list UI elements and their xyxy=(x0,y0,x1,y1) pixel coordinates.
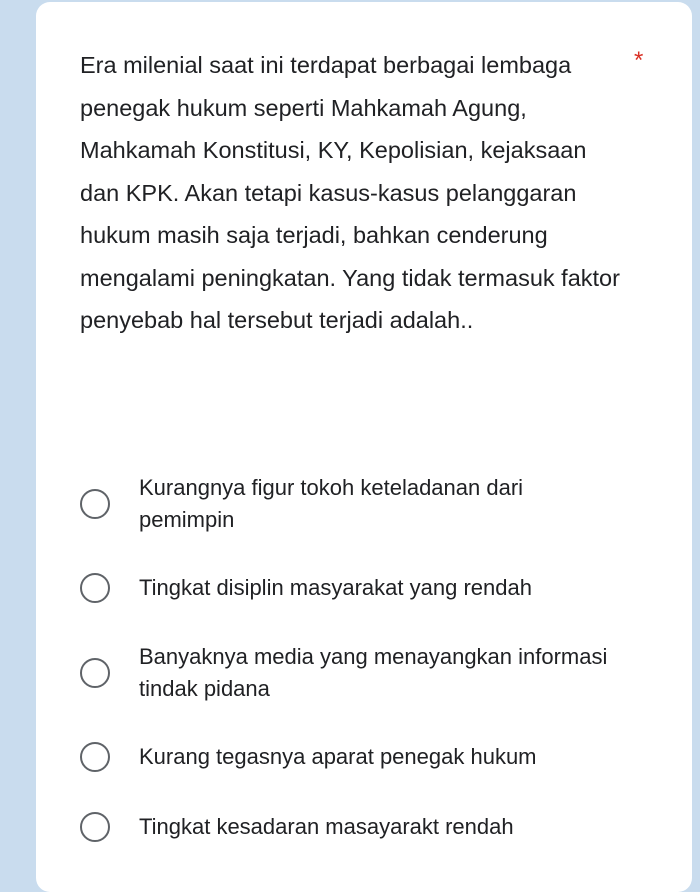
option-4[interactable] xyxy=(80,741,640,773)
option-5[interactable] xyxy=(80,811,640,843)
option-label: Tingkat disiplin masyarakat yang rendah xyxy=(139,575,532,600)
option-1[interactable] xyxy=(80,472,640,536)
required-asterisk: * xyxy=(634,47,644,74)
question-card xyxy=(36,2,692,892)
option-label: Kurangnya figur tokoh keteladanan dari pemimpin xyxy=(139,475,524,532)
option-3[interactable] xyxy=(80,641,640,705)
radio-icon[interactable] xyxy=(80,489,110,519)
option-label: Kurang tegasnya aparat penegak hukum xyxy=(139,744,537,769)
radio-icon[interactable] xyxy=(80,658,110,688)
option-label: Tingkat kesadaran masayarakt rendah xyxy=(139,814,514,839)
option-2[interactable] xyxy=(80,572,640,604)
radio-icon[interactable] xyxy=(80,573,110,603)
option-label: Banyaknya media yang menayangkan informasi tindak pidana xyxy=(139,644,608,701)
question-text: Era milenial saat ini terdapat berbagai lembaga penegak hukum seperti Mahkamah Agung, Mahkamah Konstitusi, KY, Kepolisian, kejaksaan dan KPK. Akan tetapi kasus-kasus pelanggaran hukum masih saja terjadi, bahkan cenderung mengalami peningkatan. Yang tidak termasuk faktor penyebab hal tersebut terjadi adalah.. xyxy=(80,52,620,333)
radio-icon[interactable] xyxy=(80,742,110,772)
radio-icon[interactable] xyxy=(80,812,110,842)
